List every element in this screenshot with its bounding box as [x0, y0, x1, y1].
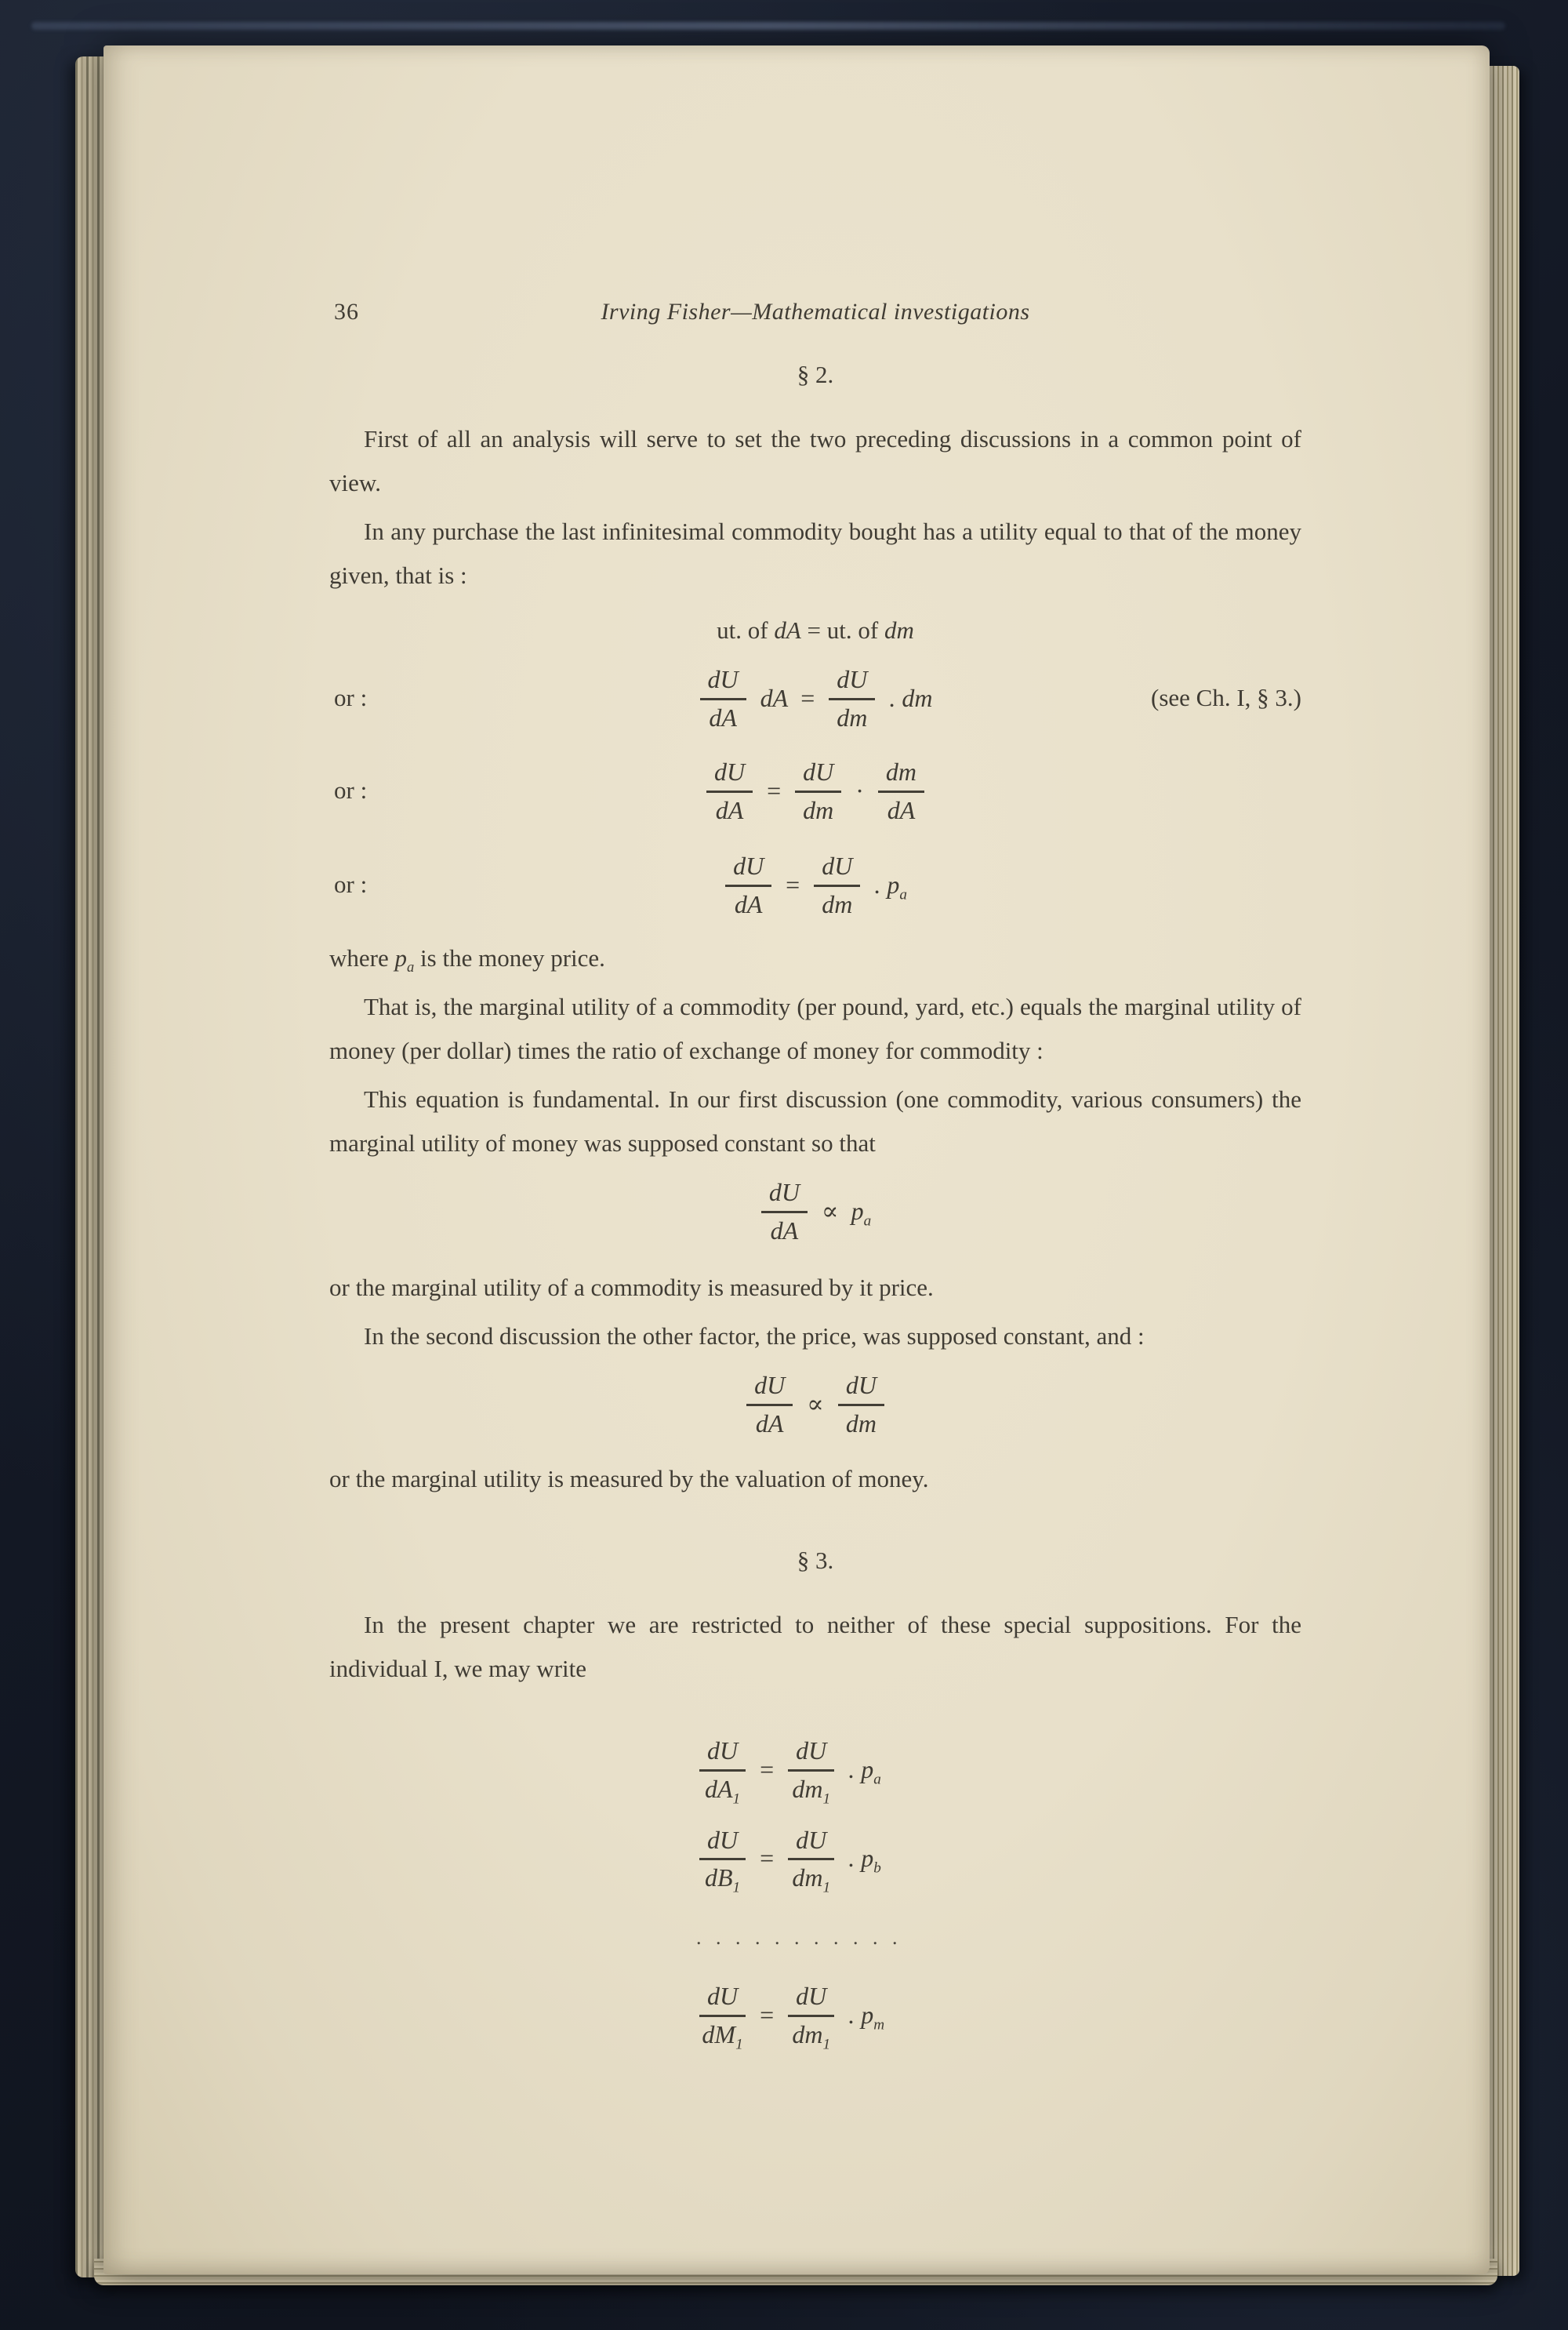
margin-note: (see Ch. I, § 3.) [1151, 684, 1301, 711]
price-subscript: a [406, 959, 415, 976]
price-term [848, 1993, 884, 2037]
price-term [848, 1836, 881, 1880]
paragraph: or the marginal utility of a commodity is measured by it price. [329, 1274, 934, 1301]
where-line [329, 936, 1301, 980]
equals-sign: = [767, 776, 782, 805]
equation-3 [717, 850, 913, 919]
math-var: dA [774, 616, 801, 644]
fraction-denominator: dA [755, 1409, 784, 1438]
price-var: p [887, 871, 900, 899]
equation-2 [699, 756, 932, 825]
fraction-numerator: dU [761, 1176, 808, 1213]
math-var: dm [884, 616, 914, 644]
fraction-numerator: dU [829, 663, 875, 700]
page-number: 36 [334, 299, 359, 325]
fraction-denominator [699, 2017, 746, 2053]
fraction [725, 850, 771, 919]
multiplication-dot: . [874, 871, 881, 899]
equation-row-5 [329, 1363, 1301, 1445]
equation-4 [753, 1176, 877, 1245]
fraction-denominator: dA [715, 796, 744, 824]
fraction-numerator: dU [838, 1369, 884, 1406]
equation-row-3 [329, 844, 1301, 925]
fraction [700, 663, 746, 732]
equals-sign: = [760, 1844, 775, 1873]
den-base: dm [792, 1863, 823, 1892]
fraction [795, 756, 841, 825]
fraction-numerator: dU [814, 850, 860, 887]
or-label: or : [334, 776, 368, 804]
price-subscript: m [873, 2016, 885, 2034]
paragraph: or the marginal utility is measured by the valuation of money. [329, 1465, 929, 1492]
fraction [838, 1369, 884, 1438]
den-base: dA [704, 1774, 733, 1803]
equation-row-4 [329, 1170, 1301, 1252]
fraction-denominator [788, 1860, 834, 1896]
den-base: dB [704, 1863, 733, 1892]
proportional-sign: ∝ [821, 1197, 839, 1225]
equation-8 [691, 1980, 891, 2053]
price-var: p [861, 1844, 874, 1873]
equals-sign: = [760, 2000, 775, 2029]
fraction-numerator: dU [699, 1735, 746, 1772]
fraction-numerator: dU [706, 756, 753, 793]
equals-sign: = [760, 1754, 775, 1783]
fraction [878, 756, 924, 825]
text: where [329, 944, 395, 972]
fraction [814, 850, 860, 919]
section-3-heading: § 3. [797, 1547, 834, 1574]
utility-identity-line [329, 609, 1301, 652]
math-text: ut. of [826, 616, 884, 644]
fraction-denominator [699, 1772, 746, 1808]
fraction [788, 1735, 834, 1808]
fraction-numerator: dU [725, 850, 771, 887]
paragraph: In any purchase the last infinitesimal commodity bought has a utility equal to that of the money given, that is : [329, 518, 1301, 589]
multiplication-dot: . [848, 1754, 855, 1783]
math-op: = [800, 616, 827, 644]
den-base: dm [792, 2019, 823, 2048]
fraction-denominator: dA [734, 890, 763, 918]
fraction-numerator: dU [788, 1735, 834, 1772]
equation-row-1 [329, 657, 1301, 739]
page-stack-right-edge [1485, 66, 1519, 2276]
den-subscript: 1 [732, 1879, 741, 1896]
or-label: or : [334, 871, 368, 898]
den-base: dm [792, 1774, 823, 1803]
paragraph: That is, the marginal utility of a commodity (per pound, yard, etc.) equals the marginal utility of money (per dollar) times the ratio of exchange of money for commodity : [329, 993, 1301, 1064]
fraction-numerator: dU [746, 1369, 793, 1406]
den-subscript: 1 [822, 1790, 831, 1808]
equation-1 [692, 663, 939, 732]
den-subscript: 1 [822, 2036, 831, 2053]
equals-sign: = [786, 871, 800, 899]
math-term: . dm [889, 684, 933, 712]
equation-7 [691, 1824, 887, 1896]
den-subscript: 1 [735, 2036, 743, 2053]
math-term: dA [760, 684, 789, 712]
fraction-denominator [788, 1772, 834, 1808]
fraction-denominator: dm [803, 796, 834, 824]
fraction [788, 1980, 834, 2053]
book-page [103, 45, 1490, 2274]
ellipsis-row: . . . . . . . . . . . [696, 1926, 902, 1950]
equation-6 [691, 1735, 887, 1808]
fraction-denominator: dA [887, 796, 916, 824]
section-2-heading: § 2. [797, 361, 834, 388]
page-content [329, 290, 1301, 2053]
multiplication-dot: . [848, 1844, 855, 1873]
paragraph: First of all an analysis will serve to set the two preceding discussions in a common point of view. [329, 425, 1301, 496]
price-subscript: a [863, 1212, 872, 1230]
or-label: or : [334, 684, 368, 711]
fraction [699, 1824, 746, 1896]
den-base: dM [702, 2019, 736, 2048]
fraction-denominator [699, 1860, 746, 1896]
fraction-numerator: dU [699, 1980, 746, 2017]
fraction-denominator: dm [822, 890, 853, 918]
fraction [788, 1824, 834, 1896]
fraction-numerator: dU [788, 1824, 834, 1861]
price-var: p [861, 1754, 874, 1783]
equation-row-2 [329, 750, 1301, 831]
paragraph: In the second discussion the other factor, the price, was supposed constant, and : [364, 1322, 1145, 1350]
fraction [706, 756, 753, 825]
running-title: Irving Fisher—Mathematical investigations [601, 299, 1030, 325]
fraction-denominator: dA [709, 703, 737, 732]
price-term [851, 1189, 872, 1233]
page-header [329, 290, 1301, 325]
price-var: p [394, 944, 407, 972]
paragraph: This equation is fundamental. In our first discussion (one commodity, various consumers) the marginal utility of money was supposed constant so that [329, 1085, 1301, 1157]
price-subscript: a [899, 886, 907, 903]
book-cover-edge-highlight [31, 22, 1505, 30]
price-subscript: b [873, 1859, 881, 1877]
fraction [746, 1369, 793, 1438]
price-term [848, 1747, 881, 1791]
fraction [829, 663, 875, 732]
fraction-denominator: dm [837, 703, 868, 732]
equation-column [691, 1714, 1301, 2053]
fraction [699, 1980, 746, 2053]
text: is the money price. [414, 944, 605, 972]
price-term [874, 863, 907, 907]
fraction-numerator: dU [795, 756, 841, 793]
proportional-sign: ∝ [807, 1390, 824, 1418]
fraction-numerator: dm [878, 756, 924, 793]
den-subscript: 1 [732, 1790, 741, 1808]
fraction-denominator: dm [845, 1409, 877, 1438]
multiplication-dot: · [855, 776, 864, 805]
fraction [761, 1176, 808, 1245]
fraction-denominator: dA [770, 1216, 799, 1245]
price-subscript: a [873, 1771, 881, 1788]
paragraph: In the present chapter we are restricted to neither of these special suppositions. For the individual I, we may write [329, 1611, 1301, 1682]
fraction-numerator: dU [700, 663, 746, 700]
den-subscript: 1 [822, 1879, 831, 1896]
fraction-numerator: dU [788, 1980, 834, 2017]
price-var: p [851, 1197, 864, 1225]
multiplication-dot: . [848, 2000, 855, 2029]
equals-sign: = [800, 684, 815, 712]
fraction-denominator [788, 2017, 834, 2053]
fraction [699, 1735, 746, 1808]
math-text: ut. of [717, 616, 775, 644]
equation-5 [739, 1369, 892, 1438]
price-var: p [861, 2000, 874, 2029]
fraction-numerator: dU [699, 1824, 746, 1861]
